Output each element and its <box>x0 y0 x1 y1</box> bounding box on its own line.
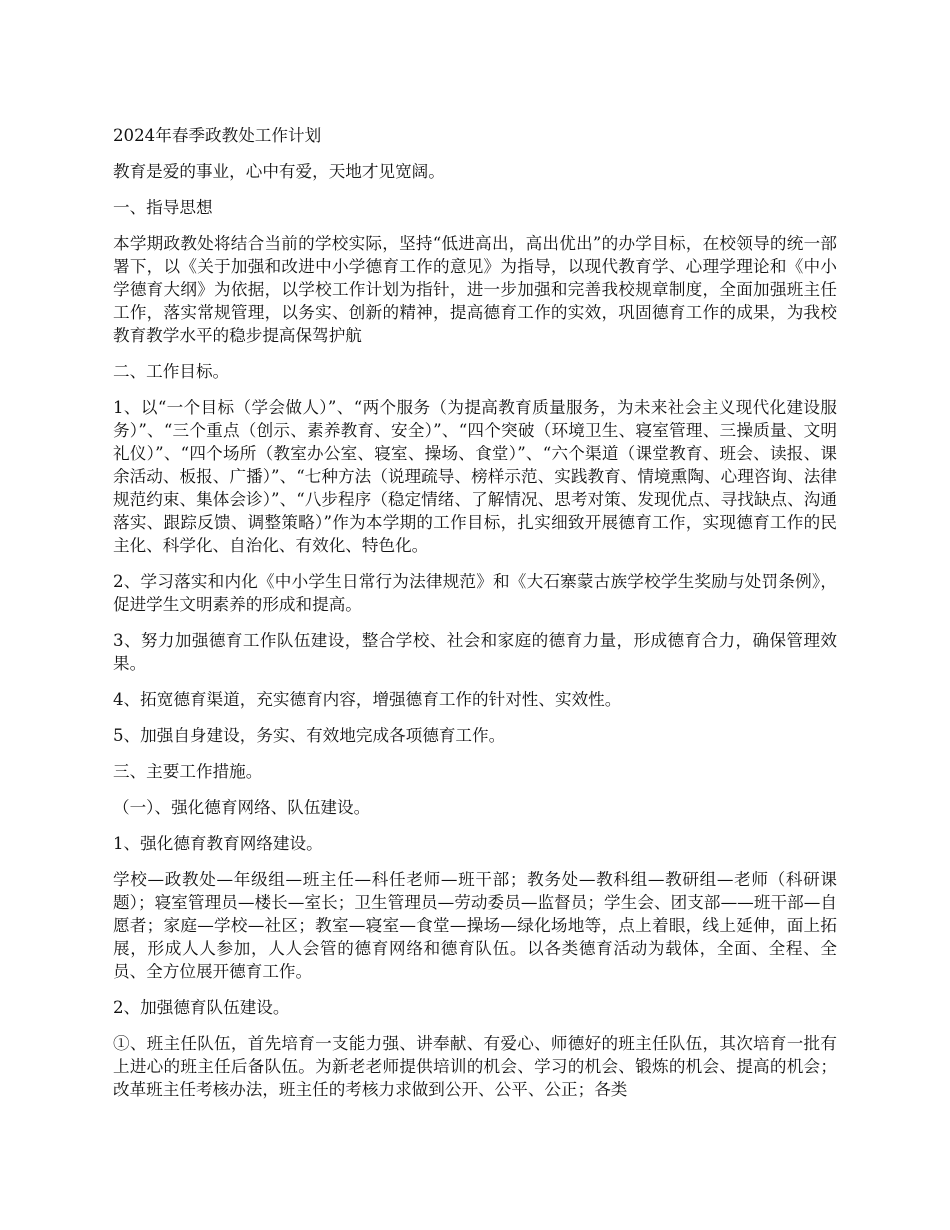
section-heading-work-goals: 二、工作目标。 <box>113 362 230 381</box>
measure-heading-1: 1、强化德育教育网络建设。 <box>113 834 323 853</box>
section-heading-main-measures: 三、主要工作措施。 <box>113 762 263 781</box>
goal-item-5: 5、加强自身建设，务实、有效地完成各项德育工作。 <box>113 726 506 745</box>
measure-heading-2: 2、加强德育队伍建设。 <box>113 998 290 1017</box>
document-title: 2024年春季政教处工作计划 <box>113 126 322 145</box>
paragraph-guiding-ideology: 本学期政教处将结合当前的学校实际，坚持“低进高出，高出优出”的办学目标，在校领导的统一部署下，以《关于加强和改进中小学德育工作的意见》为指导，以现代教育学、心理学理论和《中小学德育大纲》为依据，以学校工作计划为指针，进一步加强和完善我校规章制度，全面加强班主任工作，落实常规管理，以务实、创新的精神，提高德育工作的实效，巩固德育工作的成果，为我校教育教学水平的稳步提高保驾护航 <box>113 234 837 345</box>
subsection-heading-network: （一）、强化德育网络、队伍建设。 <box>113 798 371 817</box>
goal-item-4: 4、拓宽德育渠道，充实德育内容，增强德育工作的针对性、实效性。 <box>113 690 622 709</box>
intro-paragraph: 教育是爱的事业，心中有爱，天地才见宽阔。 <box>113 162 445 181</box>
goal-item-2: 2、学习落实和内化《中小学生日常行为法律规范》和《大石寨蒙古族学校学生奖励与处罚条例》，促进学生文明素养的形成和提高。 <box>113 572 837 614</box>
goal-item-1: 1、以“一个目标（学会做人）”、“两个服务（为提高教育质量服务，为未来社会主义现代化建设服务）”、“三个重点（创示、素养教育、安全）”、“四个突破（环境卫生、寝室管理、三操质量、文明礼仪）”、“四个场所（教室办公室、寝室、操场、食堂）”、“六个渠道（课堂教育、班会、读报、课余活动、板报、广播）”、“七种方法（说理疏导、榜样示范、实践教育、情境熏陶、心理咨询、法律规范约束、集体会诊）”、“八步程序（稳定情绪、了解情况、思考对策、发现优点、寻找缺点、沟通落实、跟踪反馈、调整策略）”作为本学期的工作目标，扎实细致开展德育工作，实现德育工作的民主化、科学化、自治化、有效化、特色化。 <box>113 398 837 555</box>
goal-item-3: 3、努力加强德育工作队伍建设，整合学校、社会和家庭的德育力量，形成德育合力，确保管理效果。 <box>113 631 837 673</box>
paragraph-network: 学校—政教处—年级组—班主任—科任老师—班干部；教务处—教科组—教研组—老师（科研课题）；寝室管理员—楼长—室长；卫生管理员—劳动委员—监督员；学生会、团支部——班干部—自愿者；家庭—学校—社区；教室—寝室—食堂—操场—绿化场地等，点上着眼，线上延伸，面上拓展，形成人人参加，人人会管的德育网络和德育队伍。以各类德育活动为载体，全面、全程、全员、全方位展开德育工作。 <box>113 870 837 981</box>
section-heading-guiding-ideology: 一、指导思想 <box>113 198 213 217</box>
document-body <box>113 124 837 1114</box>
paragraph-team: ①、班主任队伍，首先培育一支能力强、讲奉献、有爱心、师德好的班主任队伍，其次培育一批有上进心的班主任后备队伍。为新老老师提供培训的机会、学习的机会、锻炼的机会、提高的机会；改革班主任考核办法，班主任的考核力求做到公开、公平、公正；各类 <box>113 1034 837 1099</box>
